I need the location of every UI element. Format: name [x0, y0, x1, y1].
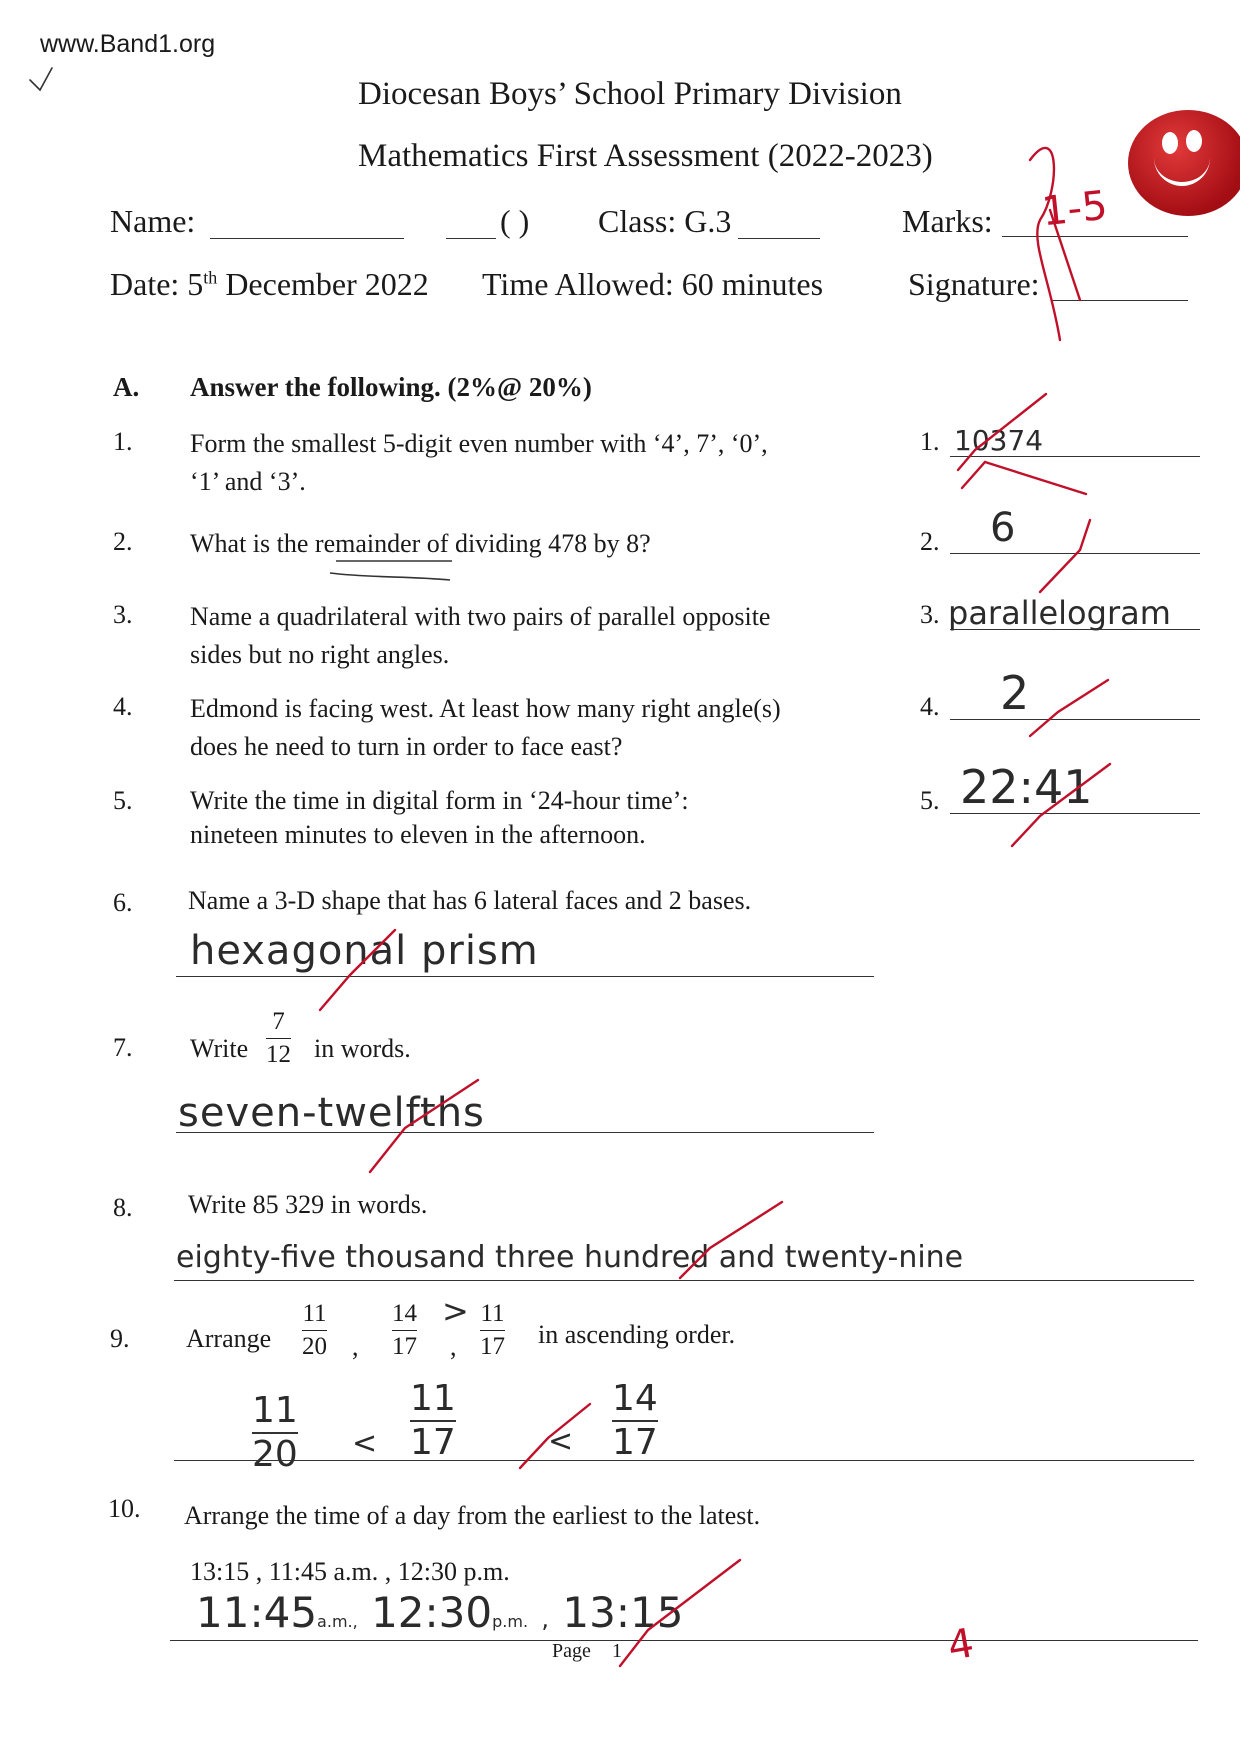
question-number: 8.	[113, 1193, 133, 1222]
question-number: 2.	[113, 527, 133, 556]
side-answer-value: parallelogram	[948, 594, 1171, 632]
written-fraction: 11 20	[252, 1390, 298, 1475]
marks-value: 1-5	[1039, 182, 1110, 236]
signature-label: Signature:	[908, 266, 1040, 302]
question-number: 9.	[110, 1324, 130, 1353]
answer-line	[950, 456, 1200, 457]
time-allowed: Time Allowed: 60 minutes	[482, 266, 824, 302]
question-pre: Arrange	[186, 1324, 272, 1353]
school-title: Diocesan Boys’ School Primary Division	[358, 76, 902, 112]
fraction: 7 12	[266, 1008, 291, 1068]
page-label: Page	[552, 1640, 591, 1662]
question-text: Arrange the time of a day from the earliest to the latest. 13:15 , 11:45 a.m. , 12:30 p.m.	[184, 1501, 761, 1586]
written-mark: <	[548, 1424, 574, 1459]
name-label: Name:	[110, 203, 196, 239]
question-text: Form the smallest 5-digit even number with ‘4’, 7’, ‘0’, ‘1’ and ‘3’.	[190, 429, 768, 496]
answer-line	[170, 1640, 1198, 1641]
written-fraction: 11 17	[410, 1378, 456, 1463]
answer-line	[176, 976, 874, 977]
name-line	[210, 238, 404, 239]
answer-line	[950, 719, 1200, 720]
class-label: Class: G.3	[598, 203, 732, 239]
question-pre: Write	[190, 1034, 249, 1063]
question-number: 4.	[113, 692, 133, 721]
question-text: Name a 3-D shape that has 6 lateral faces and 2 bases.	[188, 886, 752, 915]
assessment-title: Mathematics First Assessment (2022-2023)	[358, 138, 933, 174]
answer-line	[174, 1460, 1194, 1461]
index-line	[446, 238, 496, 239]
written-answer: seven-twelfths	[178, 1090, 485, 1136]
question-number: 3.	[113, 600, 133, 629]
side-answer-number: 3.	[920, 600, 940, 629]
side-answer-value: 10374	[954, 424, 1044, 457]
written-answer: hexagonal prism	[190, 928, 539, 974]
written-mark: >	[442, 1292, 469, 1330]
question-text: Write the time in digital form in ‘24-hour time’: nineteen minutes to eleven in the afternoon.	[190, 786, 689, 849]
written-fraction: 14 17	[612, 1378, 658, 1463]
side-answer-number: 2.	[920, 527, 940, 556]
question-post: in ascending order.	[538, 1320, 736, 1349]
question-number: 5.	[113, 786, 133, 815]
side-answer-number: 4.	[920, 692, 940, 721]
comma: ,	[352, 1332, 359, 1361]
side-answer-value: 6	[990, 505, 1016, 551]
question-text: Name a quadrilateral with two pairs of parallel opposite sides but no right angles.	[190, 602, 771, 669]
answer-line	[950, 629, 1200, 630]
class-line	[738, 238, 820, 239]
smiley-sticker	[1128, 110, 1240, 216]
question-text: What is the remainder of dividing 478 by 8?	[190, 529, 651, 558]
question-number: 10.	[108, 1494, 141, 1523]
side-answer-value: 2	[1000, 666, 1030, 720]
fraction: 11 20	[302, 1300, 327, 1360]
comma: ,	[450, 1332, 457, 1361]
written-answer: eighty-five thousand three hundred and twenty-nine	[176, 1240, 964, 1275]
answer-line	[176, 1132, 874, 1133]
index-paren: ( )	[500, 203, 530, 239]
section-title: Answer the following. (2%@ 20%)	[190, 372, 592, 402]
side-answer-number: 5.	[920, 786, 940, 815]
written-mark: <	[352, 1426, 378, 1461]
date-label: Date: 5th December 2022	[110, 266, 429, 302]
answer-line	[950, 813, 1200, 814]
written-answer: 11:45a.m., 12:30p.m. , 13:15	[196, 1588, 684, 1637]
watermark: www.Band1.org	[40, 30, 216, 58]
page-tally: 4	[944, 1620, 978, 1670]
question-number: 1.	[113, 427, 133, 456]
marks-label: Marks:	[902, 203, 993, 239]
question-post: in words.	[314, 1034, 411, 1063]
question-text: Edmond is facing west. At least how many right angle(s) does he need to turn in order to face east?	[190, 694, 781, 761]
side-answer-number: 1.	[920, 427, 940, 456]
answer-line	[950, 553, 1200, 554]
question-number: 6.	[113, 888, 133, 917]
answer-line	[174, 1280, 1194, 1281]
page-number: 1	[612, 1640, 622, 1662]
marks-line	[1002, 236, 1188, 237]
fraction: 11 17	[480, 1300, 505, 1360]
question-text: Write 85 329 in words.	[188, 1190, 428, 1219]
signature-line	[1052, 300, 1188, 301]
side-answer-value: 22:41	[960, 760, 1093, 814]
section-letter: A.	[113, 372, 140, 402]
question-number: 7.	[113, 1033, 133, 1062]
fraction: 14 17	[392, 1300, 417, 1360]
